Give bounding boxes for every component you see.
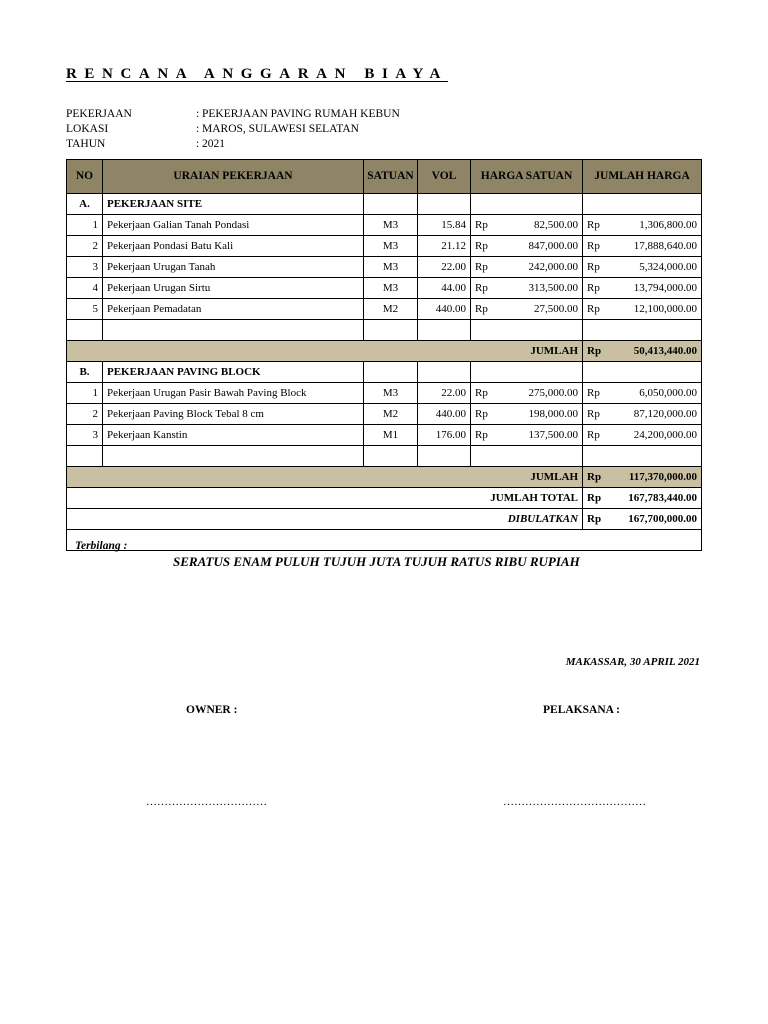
section-row-b bbox=[67, 362, 702, 383]
cell-unit: M3 bbox=[364, 236, 418, 257]
rounded-total-label: DIBULATKAN bbox=[67, 509, 583, 530]
cell-desc: Pekerjaan Pondasi Batu Kali bbox=[103, 236, 364, 257]
cell-currency: Rp bbox=[471, 404, 501, 425]
section-title: PEKERJAAN PAVING BLOCK bbox=[103, 362, 364, 383]
info-separator: : bbox=[196, 138, 200, 150]
subtotal-row-b bbox=[67, 467, 702, 488]
cell-unit: M2 bbox=[364, 404, 418, 425]
cell-vol: 440.00 bbox=[418, 404, 471, 425]
cell-total: 13,794,000.00 bbox=[609, 278, 702, 299]
info-row-tahun bbox=[66, 137, 400, 152]
cell-no: 1 bbox=[67, 383, 103, 404]
cell-currency: Rp bbox=[471, 236, 501, 257]
cell-desc: Pekerjaan Kanstin bbox=[103, 425, 364, 446]
header-jumlah-harga: JUMLAH HARGA bbox=[583, 160, 702, 194]
header-no: NO bbox=[67, 160, 103, 194]
table-row bbox=[67, 236, 702, 257]
cell-no: 3 bbox=[67, 425, 103, 446]
cell-desc: Pekerjaan Urugan Tanah bbox=[103, 257, 364, 278]
grand-total-row bbox=[67, 488, 702, 509]
terbilang-cell bbox=[67, 530, 702, 569]
table-row bbox=[67, 257, 702, 278]
cell-currency: Rp bbox=[471, 299, 501, 320]
cell-total: 24,200,000.00 bbox=[609, 425, 702, 446]
cell-currency: Rp bbox=[471, 257, 501, 278]
cell-desc: Pekerjaan Pemadatan bbox=[103, 299, 364, 320]
table-header-row bbox=[67, 160, 702, 194]
cell-currency: Rp bbox=[583, 341, 609, 362]
cell-currency: Rp bbox=[583, 383, 609, 404]
project-info bbox=[66, 107, 400, 152]
terbilang-label: Terbilang : bbox=[75, 540, 128, 552]
cell-currency: Rp bbox=[583, 488, 609, 509]
info-value: MAROS, SULAWESI SELATAN bbox=[202, 123, 359, 135]
pelaksana-label: PELAKSANA : bbox=[543, 704, 620, 716]
cell-total: 12,100,000.00 bbox=[609, 299, 702, 320]
subtotal-label: JUMLAH bbox=[67, 341, 583, 362]
cell-vol: 22.00 bbox=[418, 383, 471, 404]
cell-desc: Pekerjaan Urugan Sirtu bbox=[103, 278, 364, 299]
cell-no: 5 bbox=[67, 299, 103, 320]
grand-total-label: JUMLAH TOTAL bbox=[67, 488, 583, 509]
cell-price: 82,500.00 bbox=[501, 215, 583, 236]
cell-vol: 44.00 bbox=[418, 278, 471, 299]
cell-no: 2 bbox=[67, 236, 103, 257]
cell-price: 313,500.00 bbox=[501, 278, 583, 299]
section-title: PEKERJAAN SITE bbox=[103, 194, 364, 215]
owner-label: OWNER : bbox=[186, 704, 238, 716]
cell-total: 87,120,000.00 bbox=[609, 404, 702, 425]
blank-row bbox=[67, 446, 702, 467]
cell-currency: Rp bbox=[471, 383, 501, 404]
subtotal-value: 50,413,440.00 bbox=[609, 341, 702, 362]
info-row-pekerjaan bbox=[66, 107, 400, 122]
blank-row bbox=[67, 320, 702, 341]
cell-unit: M3 bbox=[364, 278, 418, 299]
section-code: A. bbox=[67, 194, 103, 215]
cell-total: 1,306,800.00 bbox=[609, 215, 702, 236]
cell-desc: Pekerjaan Galian Tanah Pondasi bbox=[103, 215, 364, 236]
cell-vol: 15.84 bbox=[418, 215, 471, 236]
cell-currency: Rp bbox=[471, 425, 501, 446]
place-date: MAKASSAR, 30 APRIL 2021 bbox=[565, 656, 700, 668]
cell-currency: Rp bbox=[583, 236, 609, 257]
cell-unit: M1 bbox=[364, 425, 418, 446]
cell-currency: Rp bbox=[471, 278, 501, 299]
cell-currency: Rp bbox=[583, 257, 609, 278]
cell-price: 847,000.00 bbox=[501, 236, 583, 257]
cell-price: 198,000.00 bbox=[501, 404, 583, 425]
cell-vol: 21.12 bbox=[418, 236, 471, 257]
info-separator: : bbox=[196, 123, 200, 135]
cell-price: 137,500.00 bbox=[501, 425, 583, 446]
terbilang-row bbox=[67, 530, 702, 551]
cell-currency: Rp bbox=[583, 425, 609, 446]
table-row bbox=[67, 404, 702, 425]
cell-total: 5,324,000.00 bbox=[609, 257, 702, 278]
cell-unit: M3 bbox=[364, 215, 418, 236]
cell-currency: Rp bbox=[583, 299, 609, 320]
cell-total: 17,888,640.00 bbox=[609, 236, 702, 257]
info-row-lokasi bbox=[66, 122, 400, 137]
info-label: LOKASI bbox=[66, 123, 109, 135]
grand-total-value: 167,783,440.00 bbox=[609, 488, 702, 509]
cell-unit: M3 bbox=[364, 257, 418, 278]
table-row bbox=[67, 299, 702, 320]
document-title: RENCANA ANGGARAN BIAYA bbox=[66, 66, 448, 82]
cell-price: 27,500.00 bbox=[501, 299, 583, 320]
cell-currency: Rp bbox=[583, 215, 609, 236]
info-separator: : bbox=[196, 108, 200, 120]
section-code: B. bbox=[67, 362, 103, 383]
cell-no: 2 bbox=[67, 404, 103, 425]
table-row bbox=[67, 215, 702, 236]
info-value: 2021 bbox=[202, 138, 225, 150]
section-row-a bbox=[67, 194, 702, 215]
cell-currency: Rp bbox=[471, 215, 501, 236]
cell-vol: 176.00 bbox=[418, 425, 471, 446]
cell-no: 4 bbox=[67, 278, 103, 299]
cell-unit: M3 bbox=[364, 383, 418, 404]
rounded-total-row bbox=[67, 509, 702, 530]
header-vol: VOL bbox=[418, 160, 471, 194]
table-row bbox=[67, 425, 702, 446]
cell-vol: 440.00 bbox=[418, 299, 471, 320]
info-label: PEKERJAAN bbox=[66, 108, 132, 120]
owner-signature-line: …………………………… bbox=[146, 796, 267, 808]
subtotal-row-a bbox=[67, 341, 702, 362]
cell-vol: 22.00 bbox=[418, 257, 471, 278]
budget-table bbox=[66, 159, 702, 569]
terbilang-text: SERATUS ENAM PULUH TUJUH JUTA TUJUH RATUS RIBU RUPIAH bbox=[173, 554, 580, 569]
header-uraian: URAIAN PEKERJAAN bbox=[103, 160, 364, 194]
cell-desc: Pekerjaan Urugan Pasir Bawah Paving Block bbox=[103, 383, 364, 404]
cell-currency: Rp bbox=[583, 467, 609, 488]
cell-desc: Pekerjaan Paving Block Tebal 8 cm bbox=[103, 404, 364, 425]
cell-unit: M2 bbox=[364, 299, 418, 320]
rounded-total-value: 167,700,000.00 bbox=[609, 509, 702, 530]
table-row bbox=[67, 383, 702, 404]
subtotal-label: JUMLAH bbox=[67, 467, 583, 488]
subtotal-value: 117,370,000.00 bbox=[609, 467, 702, 488]
cell-currency: Rp bbox=[583, 278, 609, 299]
cell-no: 1 bbox=[67, 215, 103, 236]
pelaksana-signature-line: ………………………………… bbox=[503, 796, 646, 808]
cell-price: 242,000.00 bbox=[501, 257, 583, 278]
cell-currency: Rp bbox=[583, 509, 609, 530]
info-value: PEKERJAAN PAVING RUMAH KEBUN bbox=[202, 108, 400, 120]
header-satuan: SATUAN bbox=[364, 160, 418, 194]
cell-total: 6,050,000.00 bbox=[609, 383, 702, 404]
cell-price: 275,000.00 bbox=[501, 383, 583, 404]
cell-no: 3 bbox=[67, 257, 103, 278]
info-label: TAHUN bbox=[66, 138, 106, 150]
header-harga-satuan: HARGA SATUAN bbox=[471, 160, 583, 194]
table-row bbox=[67, 278, 702, 299]
cell-currency: Rp bbox=[583, 404, 609, 425]
